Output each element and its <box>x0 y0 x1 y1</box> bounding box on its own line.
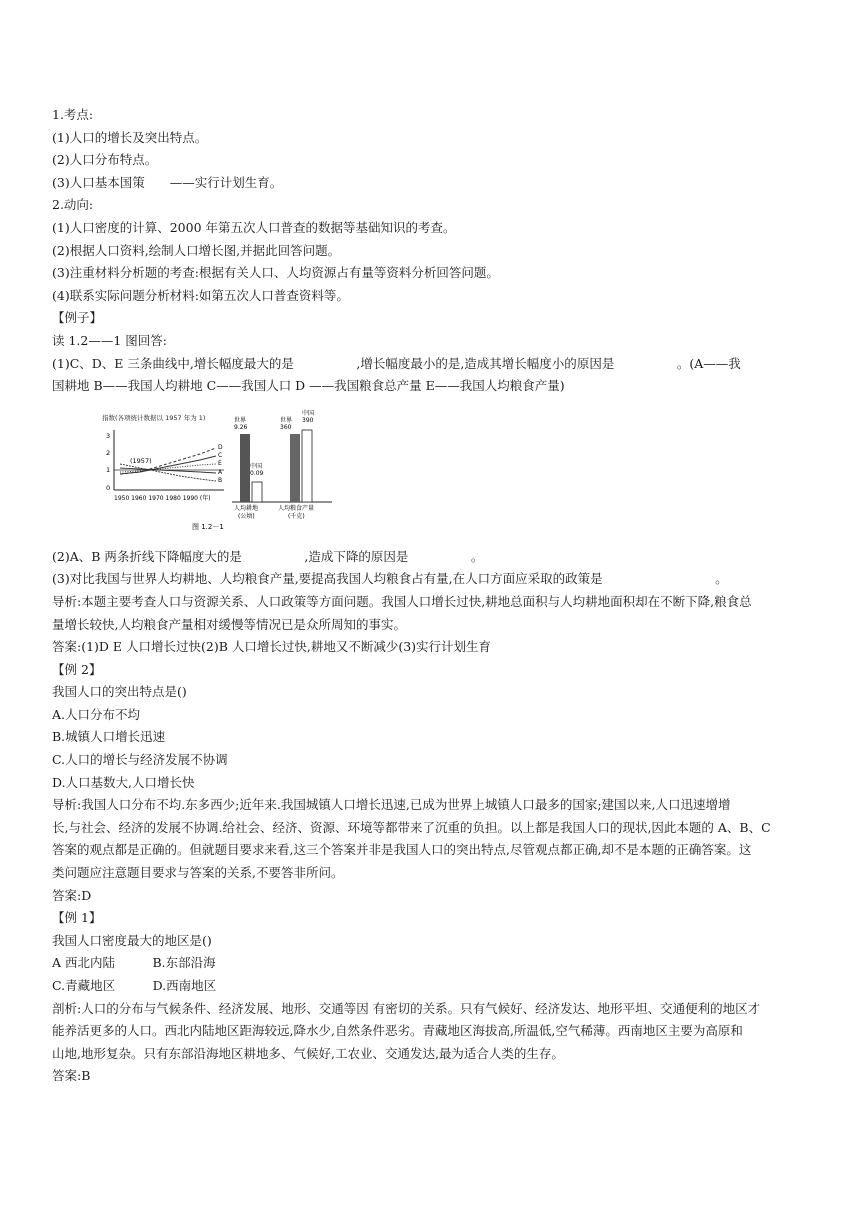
kaodian-item: (2)人口分布特点。 <box>52 152 158 168</box>
line-chart-ylabel: 指数(各项统计数据以 1957 年为 1) <box>102 413 206 422</box>
analysis-text: 山地,地形复杂。只有东部沿海地区耕地多、气候好,工农业、交通发达,最为适合人类的生存。 <box>52 1045 564 1061</box>
bar-world-food <box>290 434 300 502</box>
dongxiang-item: (1)人口密度的计算、2000 年第五次人口普查的数据等基础知识的考查。 <box>52 219 456 235</box>
document-body <box>52 104 812 1088</box>
figure-caption: 图 1.2－1 <box>192 522 224 531</box>
curve-label: B <box>218 476 223 484</box>
curve-label: A <box>218 468 223 476</box>
dongxiang-item: (4)联系实际问题分析材料:如第五次人口普查资料等。 <box>52 287 349 303</box>
options-row: C.青藏地区 D.西南地区 <box>52 978 217 993</box>
curve-label: C <box>218 451 223 459</box>
y-tick: 2 <box>106 448 111 457</box>
y-tick: 1 <box>106 465 111 474</box>
option-d: D.人口基数大,人口增长快 <box>52 774 195 790</box>
kaodian-item: (3)人口基本国策 ——实行计划生育。 <box>52 174 283 190</box>
bar-axis-label: 人均耕地 <box>234 504 259 512</box>
bar-label: 中国 <box>302 409 315 417</box>
example-1-heading: 【例 1】 <box>52 910 102 926</box>
question-2: (2)A、B 两条折线下降幅度大的是 ,造成下降的原因是 。 <box>52 548 484 564</box>
bar-value: 360 <box>280 423 292 431</box>
bar-world-land <box>240 434 250 502</box>
question-1: (1)C、D、E 三条曲线中,增长幅度最大的是 ,增长幅度最小的是,造成其增长幅度小的原因是 。(A——我 <box>52 355 741 371</box>
bar-label: 世界 <box>234 416 247 424</box>
bar-axis-unit: (公顷) <box>238 512 255 520</box>
option-c: C.人口的增长与经济发展不协调 <box>52 752 228 768</box>
analysis-text: 长,与社会、经济的发展不协调.给社会、经济、资源、环境等都带来了沉重的负担。以上都是我国人口的现状,因此本题的 A、B、C <box>52 819 771 835</box>
dongxiang-item: (2)根据人口资料,绘制人口增长图,并据此回答问题。 <box>52 242 341 258</box>
analysis-text: 导析:本题主要考查人口与资源关系、人口政策等方面问题。我国人口增长过快,耕地总面积与人均耕地面积却在不断下降,粮食总 <box>52 593 752 609</box>
bar-value: 9.26 <box>234 423 248 431</box>
curve-label: D <box>218 443 223 451</box>
answer-text: 答案:B <box>52 1068 91 1084</box>
analysis-text: 量增长较快,人均粮食产量相对缓慢等情况已是众所周知的事实。 <box>52 616 406 632</box>
example-2-heading: 【例 2】 <box>52 661 102 677</box>
bar-china-land <box>252 482 262 502</box>
y-tick: 3 <box>106 431 111 440</box>
answer-text: 答案:(1)D E 人口增长过快(2)B 人口增长过快,耕地又不断减少(3)实行计划生育 <box>52 639 492 655</box>
example-heading: 【例子】 <box>52 310 103 326</box>
question-1-cont: 国耕地 B——我国人均耕地 C——我国人口 D ——我国粮食总产量 E——我国人均粮食产量) <box>52 378 565 394</box>
x-ticks: 1950 1960 1970 1980 1990 (年) <box>114 494 211 502</box>
marker-1957: (1957) <box>130 456 152 465</box>
bar-value: 0.09 <box>250 469 264 477</box>
question-3: (3)对比我国与世界人均耕地、人均粮食产量,要提高我国人均粮食占有量,在人口方面应采取的政策是 。 <box>52 571 728 587</box>
analysis-text: 剖析:人口的分布与气候条件、经济发展、地形、交通等因 有密切的关系。只有气候好、经济发达、地形平坦、交通便利的地区才 <box>52 1000 761 1016</box>
figure-graphic <box>92 404 372 532</box>
bar-label: 世界 <box>280 416 293 424</box>
analysis-text: 答案的观点都是正确的。但就题目要求来看,这三个答案并非是我国人口的突出特点,尽管观点都正确,却不是本题的正确答案。这 <box>52 842 752 858</box>
example-intro: 读 1.2——1 图回答: <box>52 332 167 348</box>
dongxiang-item: (3)注重材料分析题的考查:根据有关人口、人均资源占有量等资料分析回答问题。 <box>52 265 499 281</box>
figure-1-2-1 <box>52 404 812 534</box>
kaodian-title: 1.考点: <box>52 107 94 122</box>
analysis-text: 类问题应注意题目要求与答案的关系,不要答非所问。 <box>52 865 344 881</box>
bar-axis-unit: (千克) <box>288 512 305 520</box>
bar-china-food <box>302 430 312 502</box>
options-row: A 西北内陆 B.东部沿海 <box>52 955 216 971</box>
y-tick: 0 <box>106 483 111 492</box>
bar-value: 390 <box>302 416 314 424</box>
option-b: B.城镇人口增长迅速 <box>52 729 166 745</box>
option-a: A.人口分布不均 <box>52 706 141 722</box>
curve-label: E <box>218 459 222 467</box>
analysis-text: 导析:我国人口分布不均.东多西少;近年来.我国城镇人口增长迅速,已成为世界上城镇人口最多的国家;建国以来,人口迅速增增 <box>52 797 731 813</box>
analysis-text: 能养活更多的人口。西北内陆地区距海较远,降水少,自然条件恶劣。青藏地区海拔高,所温低,空气稀薄。西南地区主要为高原和 <box>52 1023 743 1039</box>
example-1-question: 我国人口密度最大的地区是() <box>52 932 212 948</box>
bar-label: 中国 <box>250 462 263 470</box>
answer-text: 答案:D <box>52 887 92 903</box>
dongxiang-title: 2.动向: <box>52 197 94 213</box>
example-2-question: 我国人口的突出特点是() <box>52 684 187 700</box>
kaodian-item: (1)人口的增长及突出特点。 <box>52 129 208 145</box>
bar-axis-label: 人均粮食产量 <box>278 504 315 512</box>
